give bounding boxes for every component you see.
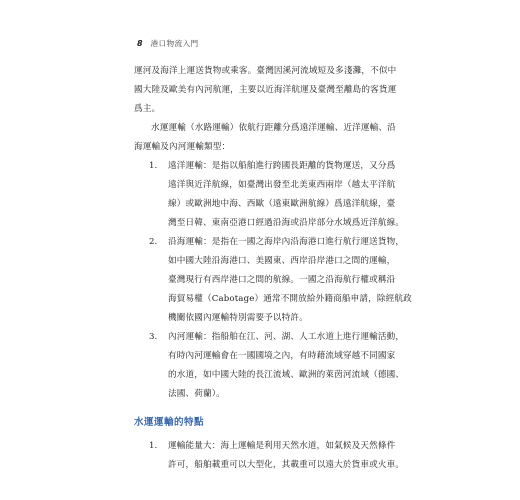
page-number: 8	[137, 39, 143, 48]
list-item	[134, 157, 405, 233]
text-line: 遠洋與近洋航線，如臺灣出發至北美東西兩岸（越太平洋航	[168, 180, 396, 190]
text-line: 的水道，如中國大陸的長江流域、歐洲的萊茵河流域（德國、	[168, 370, 405, 380]
text-line: 水運運輸（水路運輸）依航行距離分爲遠洋運輸、近洋運輸、沿	[151, 123, 396, 133]
text-line: 法國、荷蘭）。	[168, 389, 225, 399]
text-line: 內河運輸：指船舶在江、河、湖、人工水道上進行運輸活動，	[168, 332, 405, 342]
section-heading: 水運運輸的特點	[134, 417, 205, 428]
list-item	[134, 437, 405, 475]
text-line: 運輸能量大：海上運輸是利用天然水道，如氣候及天然條件	[168, 441, 396, 451]
list-item-number: 2.	[149, 237, 158, 247]
list-item-number: 3.	[149, 332, 158, 342]
text-line: 爲主。	[134, 104, 161, 114]
text-line: 如中國大陸沿海港口、美國東、西岸沿岸港口之間的運輸，	[168, 256, 396, 266]
intro-paragraph	[134, 62, 397, 119]
transport-type-list	[134, 157, 412, 404]
list-item-number: 1.	[149, 161, 158, 171]
text-line: 有時內河運輸會在一國國境之內，有時藉流域穿越不同國家	[168, 351, 396, 361]
list-item	[134, 328, 405, 404]
text-line: 國大陸及歐美有內河航運，主要以近海洋航運及臺灣至離島的客貨運	[134, 85, 397, 95]
text-line: 遠洋運輸：是指以船舶進行跨國長距離的貨物運送，又分爲	[168, 161, 396, 171]
page-header	[137, 38, 199, 49]
running-title: 港口物流入門	[150, 39, 199, 48]
classification-paragraph	[134, 119, 394, 157]
list-item-number: 1.	[149, 441, 158, 451]
text-line: 運河及海洋上運送貨物或乘客。臺灣因溪河流域短及多淺灘，不似中	[134, 66, 397, 76]
text-line: 海貿易權（Cabotage）通常不開放給外籍商船申請，除經航政	[168, 294, 412, 304]
text-line: 海運輸及內河運輸類型：	[134, 142, 231, 152]
text-line: 灣至日韓、東南亞港口經過沿海或沿岸部分水域爲近洋航線。	[168, 218, 405, 228]
text-line: 機關依國內運輸特別需要予以特許。	[168, 313, 308, 323]
text-line: 線）或歐洲地中海、西歐（遠東歐洲航線）爲遠洋航線，臺	[168, 199, 396, 209]
list-item	[134, 233, 412, 328]
text-line: 沿海運輸：是指在一國之海岸內沿海港口進行航行運送貨物，	[168, 237, 405, 247]
text-line: 許可，船舶載重可以大型化，其載重可以遠大於貨車或火車。	[168, 460, 405, 470]
text-line: 臺灣現行有西岸港口之間的航線。一國之沿海航行權或稱沿	[168, 275, 396, 285]
page-body	[134, 62, 412, 475]
feature-list	[134, 437, 405, 475]
